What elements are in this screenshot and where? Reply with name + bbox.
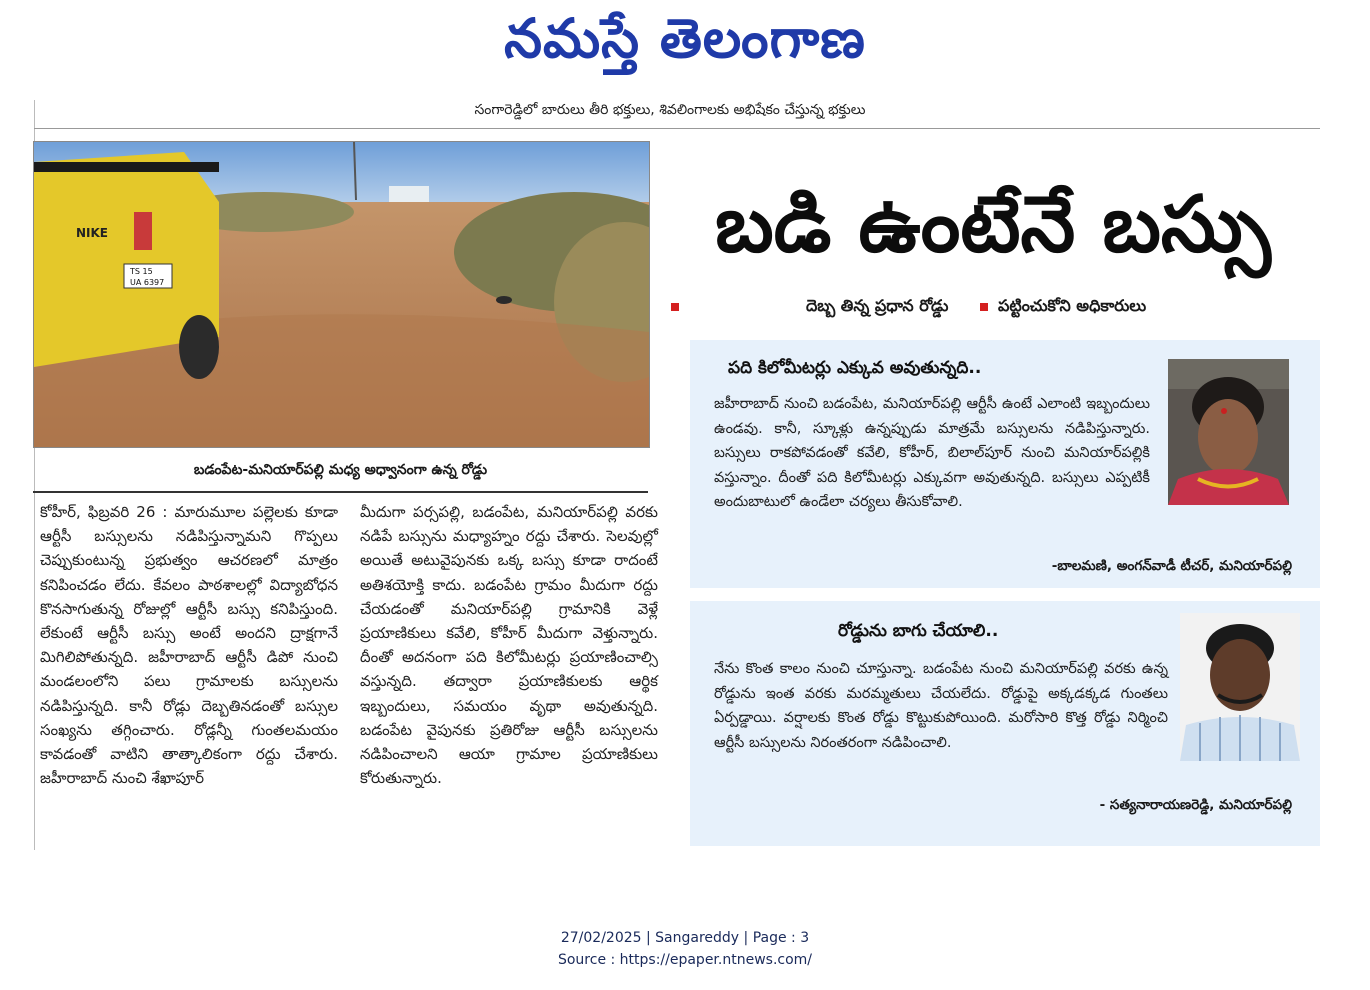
- article-column-1: కోహీర్‌, ఫిబ్రవరి 26 : మారుమూల పల్లెలకు కూడా ఆర్టీసీ బస్సులను నడిపిస్తున్నామని గొప్పలు చెప్పుకుంటున్న ప్రభుత్వం ఆచరణలో మాత్రం కనిపించడం లేదు. కేవలం పాఠశాలల్లో విద్యాబోధన కొనసాగుతున్న రోజుల్లో ఆర్టీసీ బస్సు కనిపిస్తుంది. లేకుంటే ఆర్టీసీ బస్సు అంటే అందని ద్రాక్షగానే మిగిలిపోతున్నది. జహీరాబాద్‌ ఆర్టీసీ డిపో నుంచి మండలంలోని పలు గ్రామాలకు బస్సులను నడిపిస్తున్నది. కానీ రోడ్లు దెబ్బతినడంతో బస్సుల సంఖ్యను తగ్గించారు. రోడ్లన్నీ గుంతలమయం కావడంతో వాటిని తాత్కాలికంగా రద్దు చేశారు. జహీరాబాద్‌ నుంచి శేఖాపూర్‌: [40, 503, 338, 788]
- quote-box-1: [690, 340, 1320, 588]
- article-column-2: మీదుగా పర్సపల్లి, బడంపేట, మనియార్‌పల్లి వరకు నడిపే బస్సును మధ్యాహ్నం రద్దు చేశారు. సెలవుల్లో అయితే అటువైపునకు ఒక్క బస్సు కూడా రాదంటే అతిశయోక్తి కాదు. బడంపేట గ్రామం మీదుగా రద్దు చేయడంతో మనియార్‌పల్లి గ్రామానికి వెళ్లే ప్రయాణికులు కవేలి, కోహీర్‌ మీదుగా వెళ్తున్నారు. దీంతో అదనంగా పది కిలోమీటర్లు ప్రయాణించాల్సి వస్తున్నది. తద్వారా ప్రయాణికులకు ఆర్థిక ఇబ్బందులు, సమయం వృథా అవుతున్నది. బడంపేట వైపునకు ప్రతిరోజు ఆర్టీసీ బస్సులను నడిపించాలని ఆయా గ్రామాల ప్రయాణికులు కోరుతున్నారు.: [360, 503, 658, 788]
- header-rule: [34, 128, 1320, 129]
- auto-roof: [34, 162, 219, 172]
- quote-box-2: [690, 601, 1320, 846]
- quote-1-attribution: -బాలమణి, అంగన్‌వాడీ టీచర్‌, మనియార్‌పల్లి: [1051, 558, 1292, 574]
- portrait-woman-illustration: [1168, 359, 1289, 505]
- bullet-icon: [671, 303, 679, 311]
- portrait-man: [1180, 613, 1300, 761]
- road-photo-illustration: [34, 142, 649, 447]
- quote-1-text: జహీరాబాద్‌ నుంచి బడంపేట, మనియార్‌పల్లి ఆర్టీసీ ఉంటే ఎలాంటి ఇబ్బందులు ఉండవు. కానీ, స్కూళ్లు ఉన్నప్పుడు మాత్రమే బస్సులను నడిపిస్తున్నారు. బస్సులు రాకపోవడంతో కవేలి, కోహీర్‌, బిలాల్‌పూర్‌ నుంచి మనియార్‌పల్లికి వస్తున్నాం. దీంతో పది కిలోమీటర్లు ఎక్కువగా అవుతున్నది. బస్సులు ఎప్పటికీ అందుబాటులో ఉండేలా చర్యలు తీసుకోవాలి.: [714, 396, 1150, 510]
- deck-item-2: పట్టించుకోని అధికారులు: [998, 296, 1147, 315]
- article-headline: బడి ఉంటేనే బస్సు: [715, 180, 1271, 270]
- distant-building: [389, 186, 429, 202]
- article-deck: [668, 296, 1318, 318]
- plate-line-1: TS 15: [130, 267, 153, 276]
- footer-date-edition: 27/02/2025 | Sangareddy | Page : 3: [560, 930, 810, 946]
- quote-2-title: రోడ్డును బాగు చేయాలి..: [838, 621, 999, 641]
- auto-wheel: [179, 315, 219, 379]
- quote-2-attribution: - సత్యనారాయణరెడ్డి, మనియార్‌పల్లి: [1099, 797, 1292, 813]
- deck-item-1: దెబ్బ తిన్న ప్రధాన రోడ్డు: [806, 296, 949, 315]
- auto-tag-text: NIKE: [76, 226, 109, 240]
- subhead-caption: సంగారెడ్డిలో బారులు తీరి భక్తులు, శివలింగాలకు అభిషేకం చేస్తున్న భక్తులు: [474, 102, 866, 118]
- tail-light: [134, 212, 152, 250]
- quote-1-title: పది కిలోమీటర్లు ఎక్కువ అవుతున్నది..: [728, 358, 982, 378]
- portrait-woman: [1168, 359, 1289, 505]
- road-photo: [33, 141, 650, 448]
- masthead-title: నమస్తే తెలంగాణ: [504, 6, 866, 70]
- bullet-icon: [980, 303, 988, 311]
- photo-caption: బడంపేట-మనియార్‌పల్లి మధ్య అధ్వానంగా ఉన్న రోడ్డు: [193, 462, 488, 478]
- plate-line-2: UA 6397: [130, 278, 165, 287]
- footer-source: Source : https://epaper.ntnews.com/: [557, 952, 813, 968]
- stone: [496, 296, 512, 304]
- caption-rule: [33, 491, 648, 493]
- quote-2-text: నేను కొంత కాలం నుంచి చూస్తున్నా. బడంపేట నుంచి మనియార్‌పల్లి వరకు ఉన్న రోడ్డును ఇంత వరకు మరమ్మతులు చేయలేదు. రోడ్డుపై అక్కడక్కడ గుంతలు ఏర్పడ్డాయి. వర్షాలకు కొంత రోడ్డు కొట్టుకుపోయింది. మరోసారి కొత్త రోడ్డు నిర్మించి ఆర్టీసీ బస్సులను నిరంతరంగా నడిపించాలి.: [714, 661, 1168, 751]
- portrait-man-illustration: [1180, 613, 1300, 761]
